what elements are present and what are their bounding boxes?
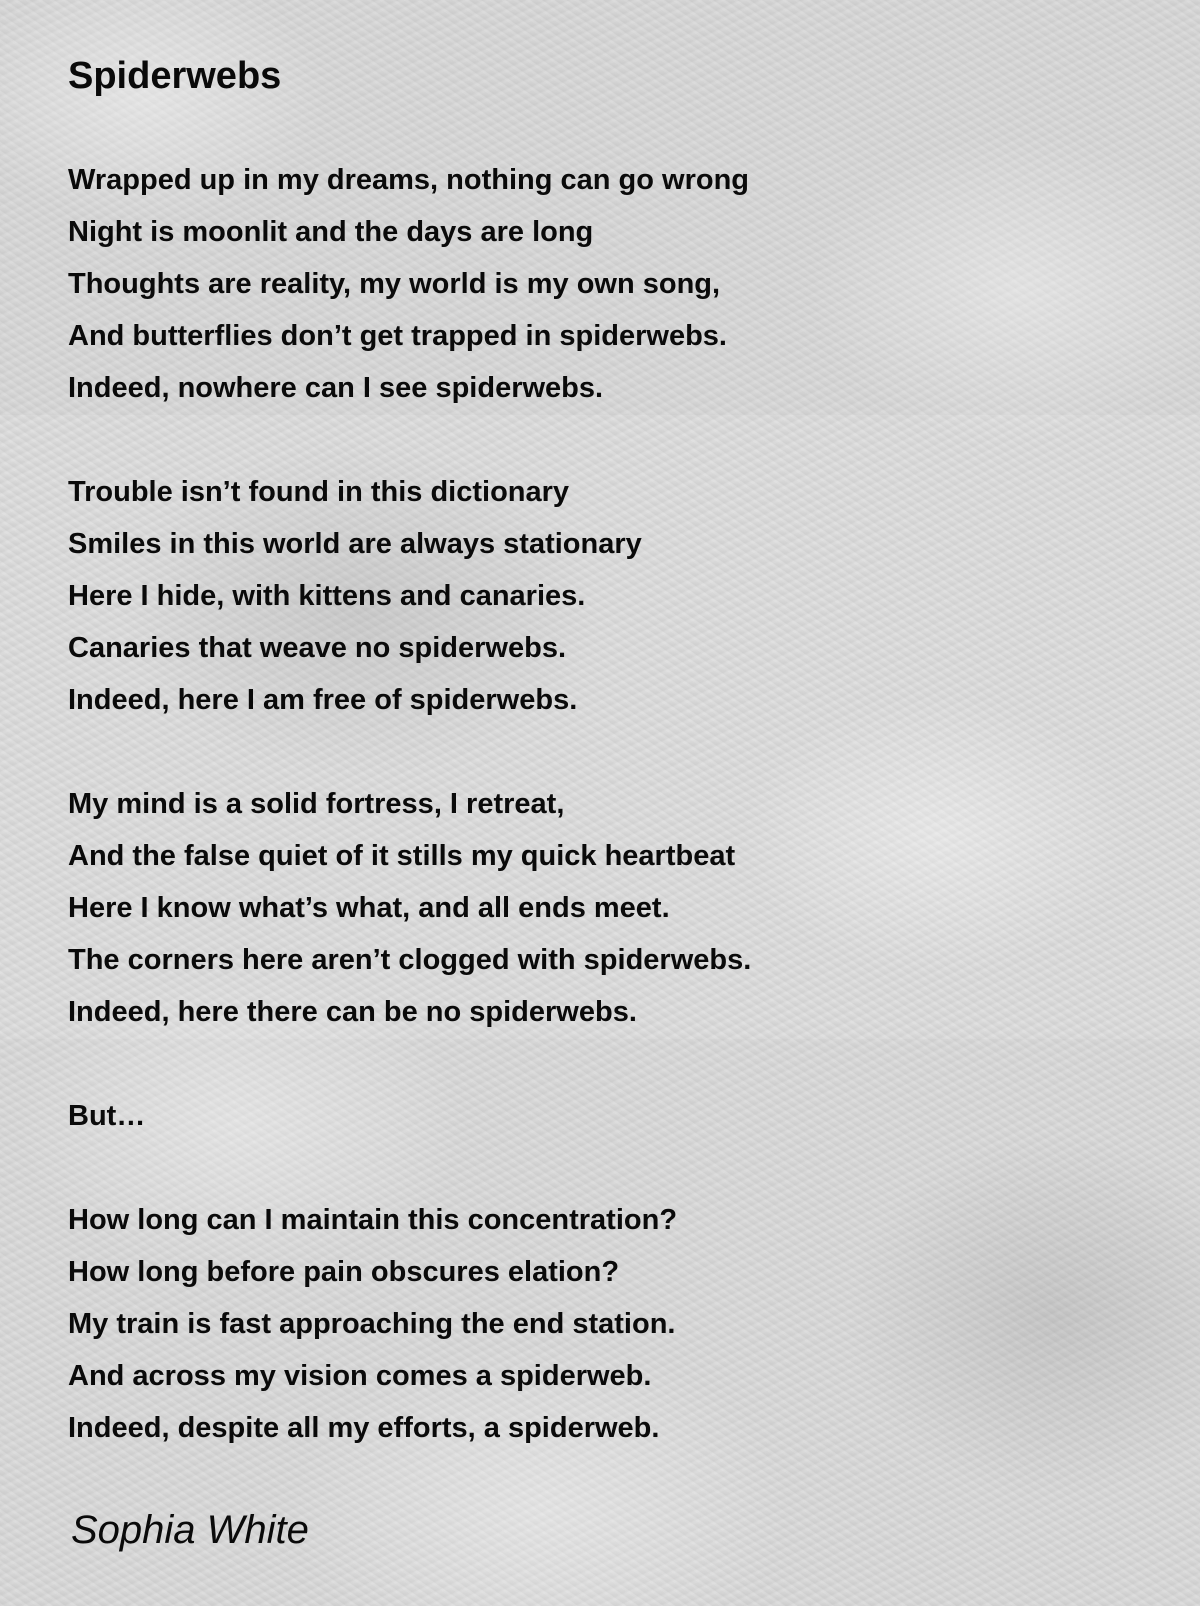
poem-title: Spiderwebs [68,55,282,97]
poem-line: Indeed, nowhere can I see spiderwebs. [68,372,604,404]
poem-line: But… [68,1100,146,1132]
poem-author: Sophia White [71,1508,309,1552]
poem-line: And across my vision comes a spiderweb. [68,1360,652,1392]
poem-line: How long before pain obscures elation? [68,1256,620,1288]
poem-line: Indeed, here there can be no spiderwebs. [68,996,637,1028]
poem-line: The corners here aren’t clogged with spiderwebs. [68,944,752,976]
poem-line: Indeed, despite all my efforts, a spiderweb. [68,1412,660,1444]
poem-line: Indeed, here I am free of spiderwebs. [68,684,578,716]
stanza-3 [68,778,1148,1038]
poem-line: Thoughts are reality, my world is my own song, [68,268,721,300]
poem-line: How long can I maintain this concentration? [68,1204,678,1236]
stanza-2 [68,466,1148,726]
poem-line: And butterflies don’t get trapped in spiderwebs. [68,320,727,352]
poem-line: Night is moonlit and the days are long [68,216,594,248]
poem-line: And the false quiet of it stills my quick heartbeat [68,840,736,872]
stanza-1 [68,154,1148,414]
poem-line: Wrapped up in my dreams, nothing can go wrong [68,164,750,196]
poem-line: Canaries that weave no spiderwebs. [68,632,567,664]
poem-line: Here I know what’s what, and all ends meet. [68,892,670,924]
poem-line: Here I hide, with kittens and canaries. [68,580,586,612]
poem-line: Smiles in this world are always stationary [68,528,642,560]
stanza-4 [68,1090,1148,1142]
stanza-5 [68,1194,1148,1454]
poem-line: My train is fast approaching the end station. [68,1308,676,1340]
poem [68,50,1148,1506]
poem-line: Trouble isn’t found in this dictionary [68,476,570,508]
poem-line: My mind is a solid fortress, I retreat, [68,788,565,820]
